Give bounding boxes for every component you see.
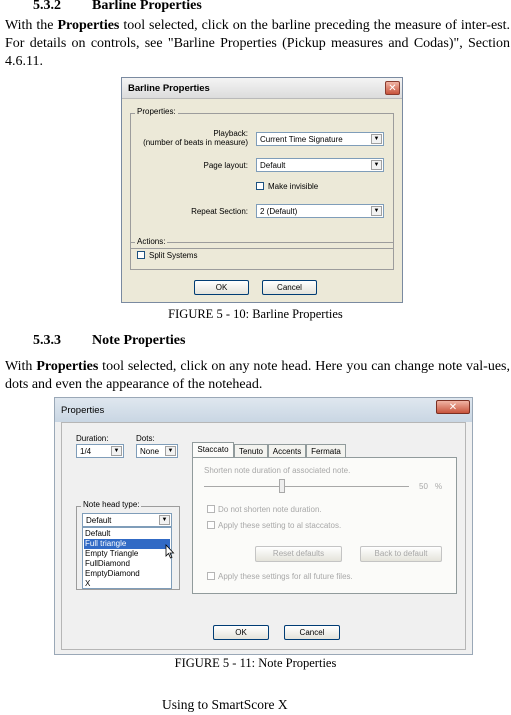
do-not-shorten-checkbox[interactable] — [207, 505, 215, 513]
apply-future-label: Apply these settings for all future files. — [218, 572, 353, 581]
duration-select[interactable] — [76, 444, 124, 458]
dots-label: Dots: — [136, 434, 155, 443]
page-footer: Using to SmartScore X — [162, 697, 288, 712]
duration-select-value: 1/4 — [80, 447, 92, 456]
do-not-shorten-label: Do not shorten note duration. — [218, 505, 322, 514]
split-systems-label: Split Systems — [149, 251, 198, 260]
section-number: 5.3.2 — [33, 0, 61, 13]
chevron-down-icon: ▼ — [159, 515, 170, 525]
slider-unit: % — [435, 482, 443, 491]
notehead-option[interactable]: X — [85, 579, 91, 588]
paragraph-bold-text: Properties — [36, 359, 99, 374]
mouse-cursor-icon — [165, 544, 175, 559]
notehead-option[interactable]: Empty Triangle — [85, 549, 139, 558]
note-properties-dialog — [54, 397, 473, 655]
apply-staccatos-label: Apply these setting to al staccatos. — [218, 521, 342, 530]
make-invisible-label: Make invisible — [268, 182, 319, 191]
repeat-section-select[interactable] — [256, 204, 384, 218]
chevron-down-icon: ▼ — [111, 446, 122, 456]
figure-caption: FIGURE 5 - 10: Barline Properties — [168, 307, 343, 321]
chevron-down-icon: ▼ — [371, 134, 382, 144]
notehead-option[interactable]: EmptyDiamond — [85, 569, 140, 578]
duration-label: Duration: — [76, 434, 109, 443]
dialog-title: Barline Properties — [128, 83, 210, 94]
section-title: Barline Properties — [92, 0, 202, 13]
notehead-select[interactable] — [82, 513, 172, 527]
tab-staccato[interactable]: Staccato — [192, 442, 234, 458]
section-title: Note Properties — [92, 333, 186, 348]
ok-button[interactable]: OK — [213, 625, 269, 640]
paragraph-barline — [5, 17, 510, 71]
apply-staccatos-checkbox[interactable] — [207, 521, 215, 529]
actions-group-label: Actions: — [137, 237, 166, 246]
reset-defaults-button[interactable]: Reset defaults — [255, 546, 342, 562]
close-icon[interactable]: ✕ — [385, 81, 400, 95]
make-invisible-checkbox[interactable] — [256, 182, 264, 190]
dialog-title-bar — [55, 398, 472, 422]
back-to-default-button[interactable]: Back to default — [360, 546, 442, 562]
tab-tenuto[interactable]: Tenuto — [234, 444, 268, 458]
barline-properties-dialog — [121, 77, 403, 303]
page-layout-select-value: Default — [260, 161, 286, 170]
notehead-option-selected[interactable]: Full triangle — [84, 539, 170, 549]
notehead-option[interactable]: FullDiamond — [85, 559, 130, 568]
tab-accents[interactable]: Accents — [268, 444, 306, 458]
paragraph-text: tool selected, click on any note head. Here you can change note val-ues, dots and even the appearance of the notehead. — [5, 359, 510, 392]
split-systems-checkbox[interactable] — [137, 251, 145, 259]
playback-label — [122, 129, 248, 147]
notehead-select-value: Default — [86, 516, 112, 525]
playback-select-value: Current Time Signature — [260, 135, 343, 144]
playback-label-line: (number of beats in measure) — [143, 138, 248, 147]
properties-group-label: Properties: — [137, 107, 176, 116]
section-number: 5.3.3 — [33, 333, 61, 348]
chevron-down-icon: ▼ — [371, 206, 382, 216]
dots-select-value: None — [140, 447, 160, 456]
dots-select[interactable] — [136, 444, 178, 458]
cancel-button[interactable]: Cancel — [262, 280, 317, 295]
paragraph-text: With the — [5, 18, 58, 33]
paragraph-note — [5, 358, 510, 394]
page-layout-label: Page layout: — [203, 161, 248, 170]
tab-fermata[interactable]: Fermata — [306, 444, 346, 458]
dialog-title-bar — [122, 78, 402, 99]
notehead-group-label: Note head type: — [83, 500, 140, 509]
dialog-title: Properties — [61, 405, 105, 416]
slider-value: 50 — [419, 482, 428, 491]
chevron-down-icon: ▼ — [165, 446, 176, 456]
playback-label-line: Playback: — [213, 129, 248, 138]
duration-slider-thumb[interactable] — [279, 479, 285, 493]
ok-button[interactable]: OK — [194, 280, 249, 295]
playback-select[interactable] — [256, 132, 384, 146]
notehead-dropdown-list — [82, 527, 172, 589]
close-icon[interactable]: ✕ — [436, 400, 470, 414]
repeat-section-select-value: 2 (Default) — [260, 207, 298, 216]
chevron-down-icon: ▼ — [371, 160, 382, 170]
slider-track — [204, 486, 409, 487]
shorten-duration-label: Shorten note duration of associated note. — [204, 466, 351, 475]
paragraph-text: With — [5, 359, 37, 374]
cancel-button[interactable]: Cancel — [284, 625, 340, 640]
repeat-section-label: Repeat Section: — [191, 207, 248, 216]
notehead-option[interactable]: Default — [85, 529, 111, 538]
paragraph-text: tool selected, click on the barline preceding the measure of inter-est. For details on controls, see "Barline Properties (Pickup measures and Codas)", Section 4.6.11. — [5, 18, 511, 69]
page-layout-select[interactable] — [256, 158, 384, 172]
apply-future-checkbox[interactable] — [207, 572, 215, 580]
paragraph-bold-text: Properties — [57, 18, 120, 33]
figure-caption: FIGURE 5 - 11: Note Properties — [174, 656, 337, 670]
